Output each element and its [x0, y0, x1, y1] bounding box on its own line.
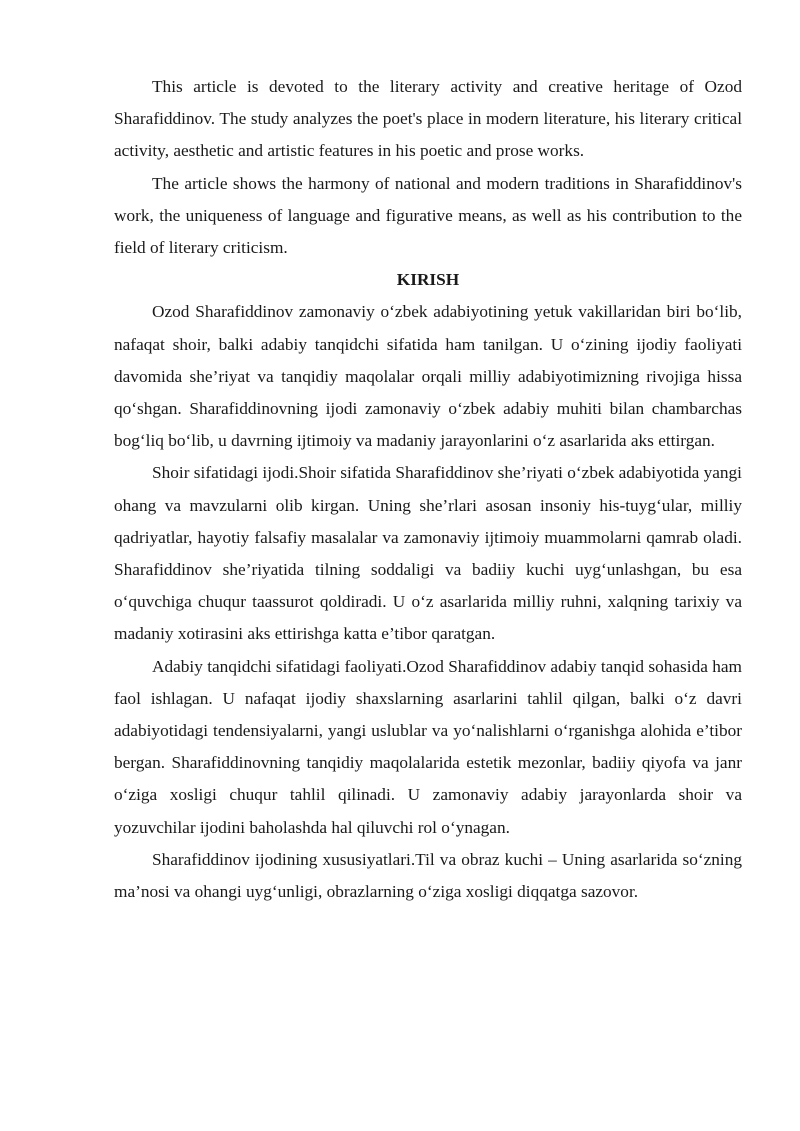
- body-paragraph-3: Adabiy tanqidchi sifatidagi faoliyati.Ozod Sharafiddinov adabiy tanqid sohasida ham faol ishlagan. U nafaqat ijodiy shaxslarning asarlarini tahlil qilgan, balki o‘z davri adabiyotidagi tendensiyalarni, yangi uslublar va yo‘nalishlarni o‘rganishga alohida e’tibor bergan. Sharafiddinovning tanqidiy maqolalarida estetik mezonlar, badiiy qiyofa va janr o‘ziga xosligi chuqur tahlil qilinadi. U zamonaviy adabiy jarayonlarda shoir va yozuvchilar ijodini baholashda hal qiluvchi rol o‘ynagan.: [114, 656, 742, 837]
- section-heading: KIRISH: [396, 270, 460, 290]
- document-page: [114, 71, 742, 908]
- body-paragraph-2: Shoir sifatidagi ijodi.Shoir sifatida Sharafiddinov she’riyati o‘zbek adabiyotida yangi ohang va mavzularni olib kirgan. Uning she’rlari asosan insoniy his-tuyg‘ular, milliy qadriyatlar, hayotiy falsafiy masalalar va zamonaviy ijtimoiy muammolarni qamrab oladi. Sharafiddinov she’riyatida tilning soddaligi va badiiy kuchi uyg‘unlashgan, bu esa o‘quvchiga chuqur taassurot qoldiradi. U o‘z asarlarida milliy ruhni, xalqning tarixiy va madaniy xotirasini aks ettirishga katta e’tibor qaratgan.: [114, 463, 742, 644]
- abstract-paragraph-1: This article is devoted to the literary activity and creative heritage of Ozod Sharafiddinov. The study analyzes the poet's place in modern literature, his literary critical activity, aesthetic and artistic features in his poetic and prose works.: [114, 77, 742, 161]
- body-paragraph-1: Ozod Sharafiddinov zamonaviy o‘zbek adabiyotining yetuk vakillaridan biri bo‘lib, nafaqat shoir, balki adabiy tanqidchi sifatida ham tanilgan. U o‘zining ijodiy faoliyati davomida she’riyat va tanqidiy maqolalar orqali milliy adabiyotimizning rivojiga hissa qo‘shgan. Sharafiddinovning ijodi zamonaviy o‘zbek adabiy muhiti bilan chambarchas bog‘liq bo‘lib, u davrning ijtimoiy va madaniy jarayonlarini o‘z asarlarida aks ettirgan.: [114, 302, 742, 451]
- abstract-paragraph-2: The article shows the harmony of national and modern traditions in Sharafiddinov's work, the uniqueness of language and figurative means, as well as his contribution to the field of literary criticism.: [114, 173, 742, 258]
- body-paragraph-4: Sharafiddinov ijodining xususiyatlari.Til va obraz kuchi – Uning asarlarida so‘zning ma’nosi va ohangi uyg‘unligi, obrazlarning o‘ziga xosligi diqqatga sazovor.: [114, 849, 742, 902]
